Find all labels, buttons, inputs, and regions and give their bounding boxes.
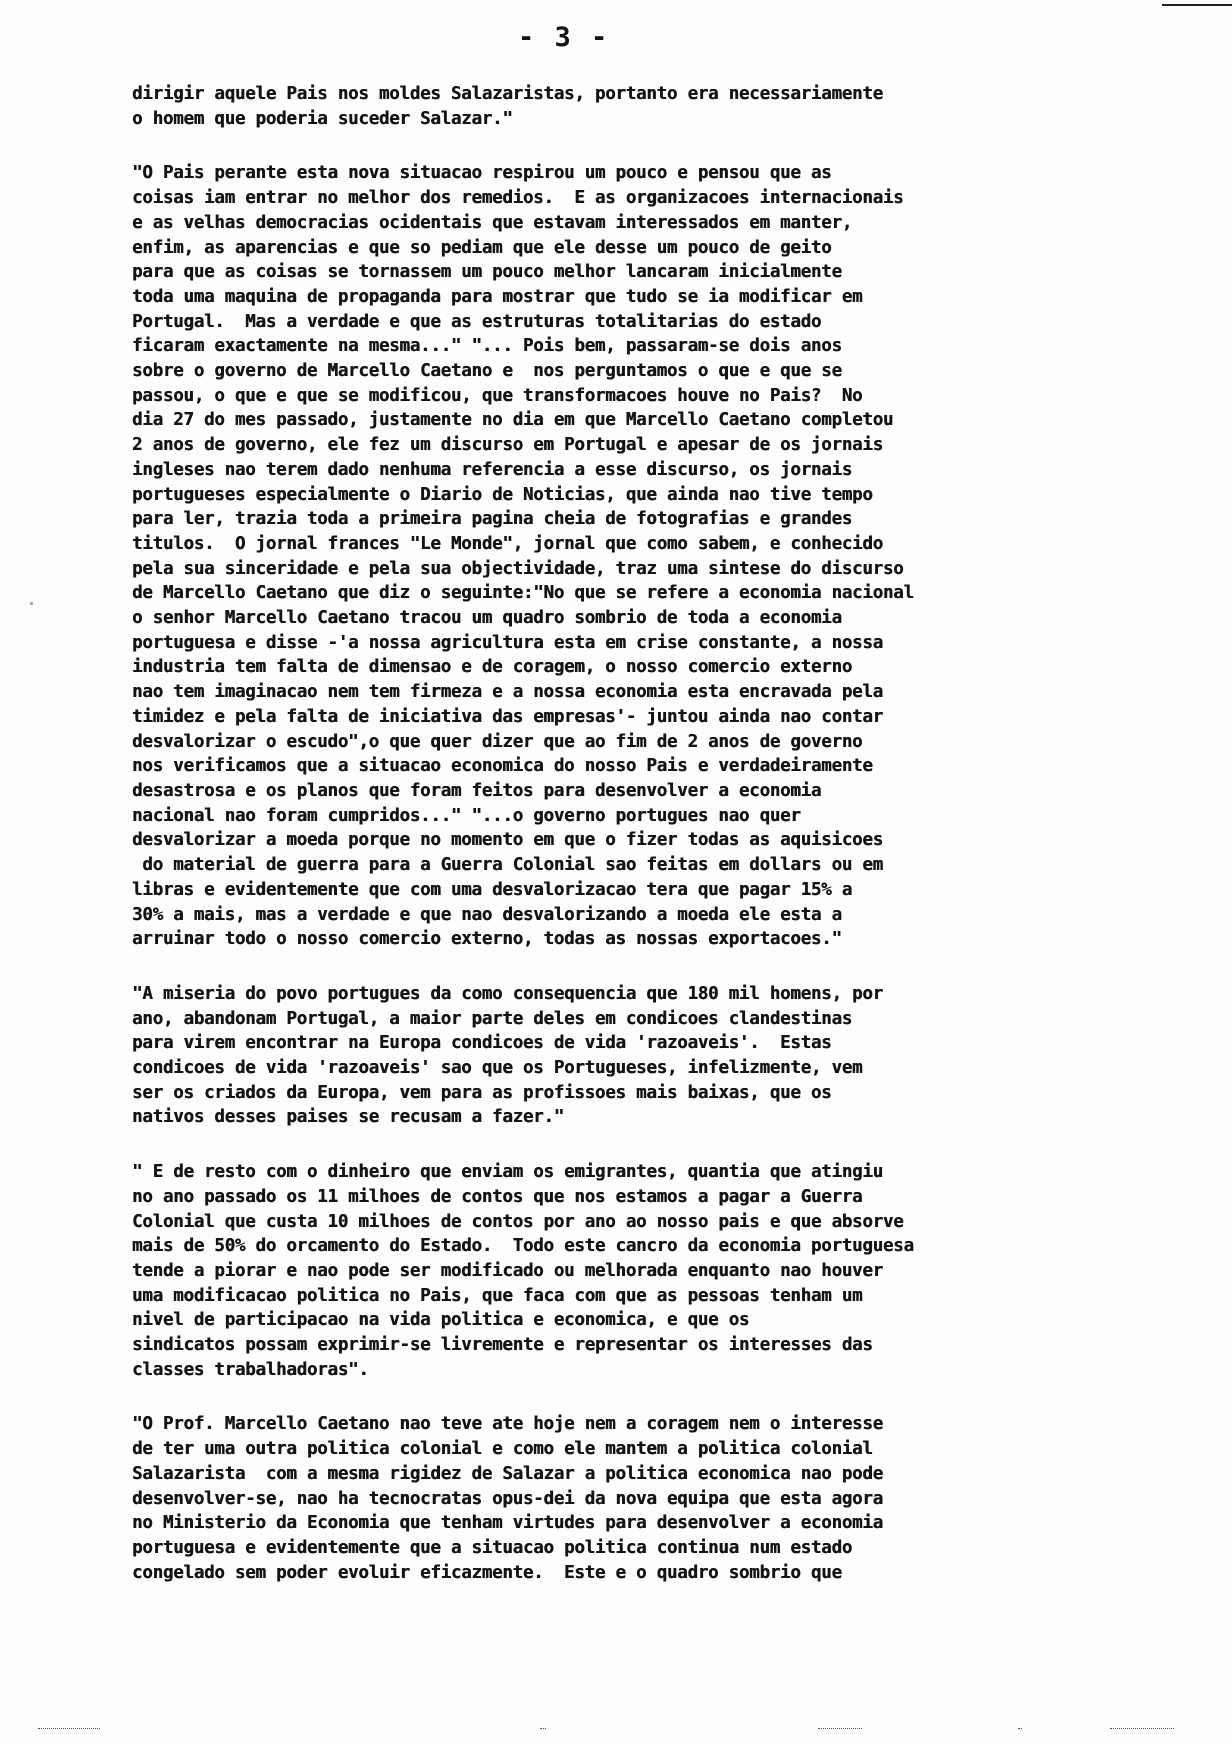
- text-line: de Marcello Caetano que diz o seguinte:"No que se refere a economia nacional: [132, 583, 914, 604]
- text-line: industria tem falta de dimensao e de coragem, o nosso comercio externo: [132, 657, 853, 678]
- text-line: mais de 50% do orcamento do Estado. Todo este cancro da economia portuguesa: [132, 1236, 914, 1257]
- text-line: nos verificamos que a situacao economica do nosso Pais e verdadeiramente: [132, 756, 873, 777]
- top-edge-rule: [1162, 4, 1232, 6]
- text-line: "A miseria do povo portugues da como consequencia que 180 mil homens, por: [132, 983, 883, 1004]
- text-line: " E de resto com o dinheiro que enviam os emigrantes, quantia que atingiu: [132, 1162, 883, 1183]
- text-line: portuguesa e evidentemente que a situacao politica continua num estado: [132, 1537, 853, 1558]
- text-line: para ler, trazia toda a primeira pagina cheia de fotografias e grandes: [132, 509, 853, 530]
- paragraph: [132, 82, 1202, 131]
- text-line: portugueses especialmente o Diario de Noticias, que ainda nao tive tempo: [132, 484, 873, 505]
- paragraph: [132, 982, 1202, 1130]
- text-line: titulos. O jornal frances "Le Monde", jornal que como sabem, e conhecido: [132, 533, 883, 554]
- text-line: classes trabalhadoras".: [132, 1359, 369, 1380]
- paragraph: [132, 1160, 1202, 1382]
- text-line: arruinar todo o nosso comercio externo, todas as nossas exportacoes.": [132, 929, 842, 950]
- text-line: toda uma maquina de propaganda para mostrar que tudo se ia modificar em: [132, 286, 863, 307]
- text-line: condicoes de vida 'razoaveis' sao que os Portugueses, infelizmente, vem: [132, 1058, 863, 1079]
- text-line: enfim, as aparencias e que so pediam que ele desse um pouco de geito: [132, 237, 832, 258]
- text-line: 2 anos de governo, ele fez um discurso em Portugal e apesar de os jornais: [132, 435, 883, 456]
- body-text: [132, 82, 1202, 1615]
- text-line: nativos desses paises se recusam a fazer.": [132, 1107, 565, 1128]
- text-line: pela sua sinceridade e pela sua objectividade, traz uma sintese do discurso: [132, 558, 904, 579]
- text-line: 30% a mais, mas a verdade e que nao desvalorizando a moeda ele esta a: [132, 904, 842, 925]
- text-line: uma modificacao politica no Pais, que faca com que as pessoas tenham um: [132, 1285, 863, 1306]
- text-line: ser os criados da Europa, vem para as profissoes mais baixas, que os: [132, 1082, 832, 1103]
- stray-mark: [30, 602, 33, 605]
- text-line: ano, abandonam Portugal, a maior parte deles em condicoes clandestinas: [132, 1008, 853, 1029]
- text-line: portuguesa e disse -'a nossa agricultura esta em crise constante, a nossa: [132, 632, 883, 653]
- text-line: "O Prof. Marcello Caetano nao teve ate hoje nem a coragem nem o interesse: [132, 1414, 883, 1435]
- text-line: passou, o que e que se modificou, que transformacoes houve no Pais? No: [132, 385, 863, 406]
- paragraph: [132, 161, 1202, 952]
- text-line: timidez e pela falta de iniciativa das empresas'- juntou ainda nao contar: [132, 706, 883, 727]
- text-line: Portugal. Mas a verdade e que as estruturas totalitarias do estado: [132, 311, 822, 332]
- text-line: "O Pais perante esta nova situacao respirou um pouco e pensou que as: [132, 163, 832, 184]
- text-line: o senhor Marcello Caetano tracou um quadro sombrio de toda a economia: [132, 608, 842, 629]
- text-line: sobre o governo de Marcello Caetano e nos perguntamos o que e que se: [132, 361, 842, 382]
- text-line: congelado sem poder evoluir eficazmente. Este e o quadro sombrio que: [132, 1562, 842, 1583]
- text-line: desastrosa e os planos que foram feitos para desenvolver a economia: [132, 780, 822, 801]
- page-number: - 3 -: [518, 22, 610, 53]
- text-line: desvalorizar o escudo",o que quer dizer que ao fim de 2 anos de governo: [132, 731, 863, 752]
- text-line: para que as coisas se tornassem um pouco melhor lancaram inicialmente: [132, 262, 842, 283]
- text-line: nao tem imaginacao nem tem firmeza e a nossa economia esta encravada pela: [132, 682, 883, 703]
- text-line: coisas iam entrar no melhor dos remedios. E as organizacoes internacionais: [132, 188, 904, 209]
- text-line: ingleses nao terem dado nenhuma referencia a esse discurso, os jornais: [132, 459, 853, 480]
- text-line: dirigir aquele Pais nos moldes Salazaristas, portanto era necessariamente: [132, 84, 883, 104]
- text-line: no ano passado os 11 milhoes de contos que nos estamos a pagar a Guerra: [132, 1186, 863, 1207]
- text-line: Salazarista com a mesma rigidez de Salazar a politica economica nao pode: [132, 1463, 883, 1484]
- paragraph: [132, 1412, 1202, 1585]
- footer-dotted-marks: [0, 1728, 1232, 1732]
- text-line: nacional nao foram cumpridos..." "...o governo portugues nao quer: [132, 805, 801, 826]
- text-line: desenvolver-se, nao ha tecnocratas opus-dei da nova equipa que esta agora: [132, 1488, 883, 1509]
- text-line: Colonial que custa 10 milhoes de contos por ano ao nosso pais e que absorve: [132, 1211, 904, 1232]
- text-line: nivel de participacao na vida politica e economica, e que os: [132, 1310, 750, 1331]
- text-line: tende a piorar e nao pode ser modificado ou melhorada enquanto nao houver: [132, 1260, 883, 1281]
- text-line: libras e evidentemente que com uma desvalorizacao tera que pagar 15% a: [132, 879, 853, 900]
- text-line: o homem que poderia suceder Salazar.": [132, 108, 513, 129]
- text-line: do material de guerra para a Guerra Colonial sao feitas em dollars ou em: [132, 855, 883, 876]
- text-line: ficaram exactamente na mesma..." "... Pois bem, passaram-se dois anos: [132, 336, 842, 357]
- text-line: no Ministerio da Economia que tenham virtudes para desenvolver a economia: [132, 1513, 883, 1534]
- text-line: desvalorizar a moeda porque no momento em que o fizer todas as aquisicoes: [132, 830, 883, 851]
- text-line: e as velhas democracias ocidentais que estavam interessados em manter,: [132, 212, 853, 233]
- text-line: para virem encontrar na Europa condicoes de vida 'razoaveis'. Estas: [132, 1033, 832, 1054]
- text-line: dia 27 do mes passado, justamente no dia em que Marcello Caetano completou: [132, 410, 894, 431]
- text-line: sindicatos possam exprimir-se livremente e representar os interesses das: [132, 1335, 873, 1356]
- text-line: de ter uma outra politica colonial e como ele mantem a politica colonial: [132, 1439, 873, 1460]
